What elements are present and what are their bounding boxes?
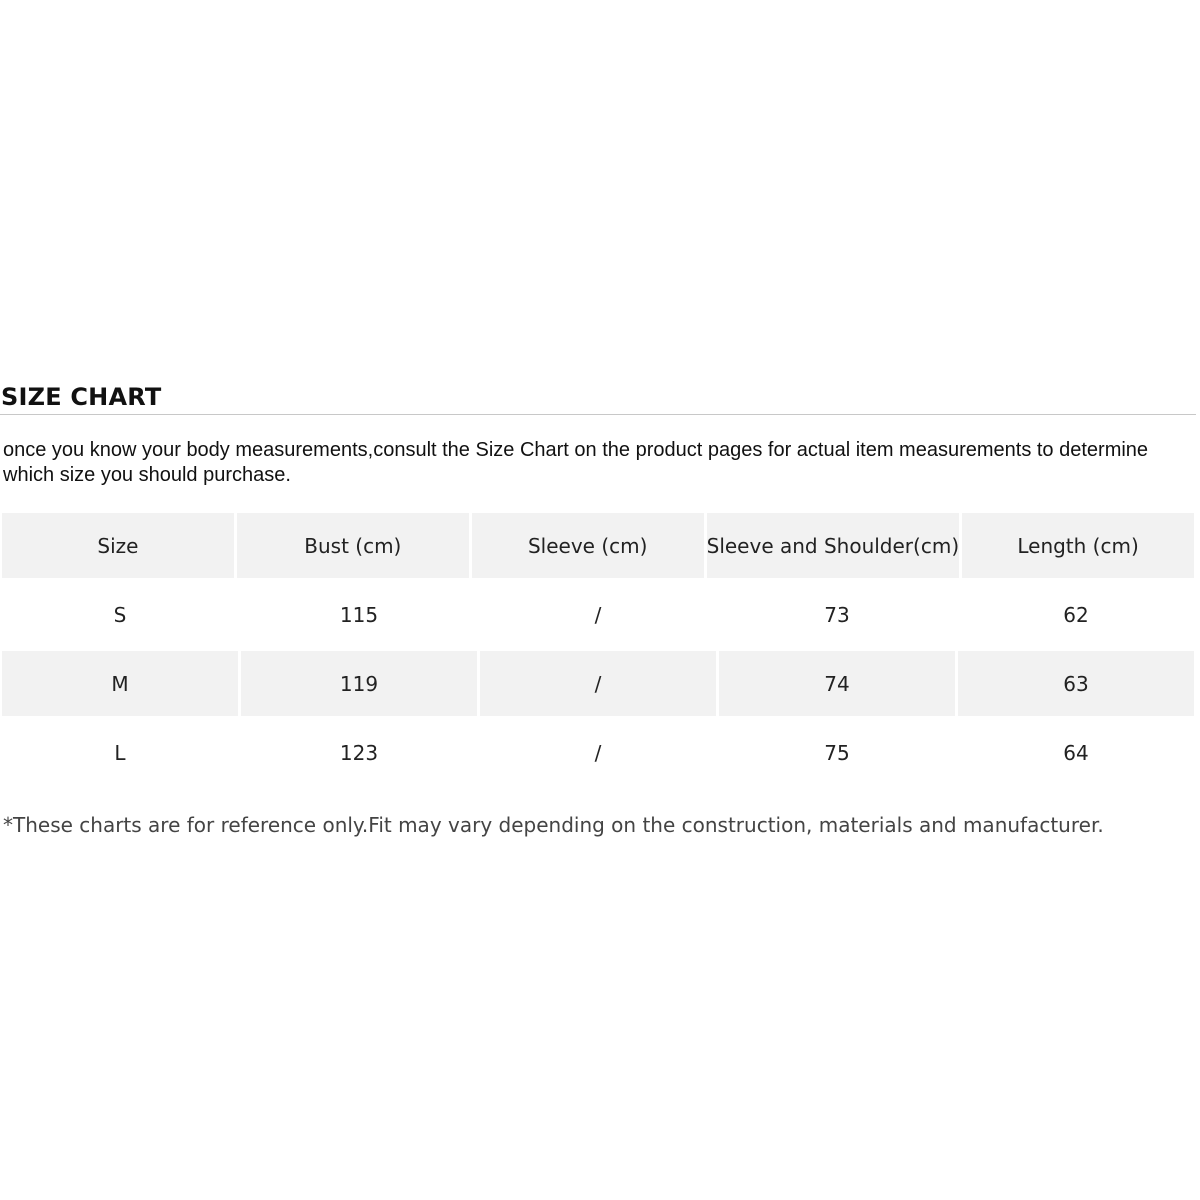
cell-size: L — [114, 741, 126, 765]
table-row — [2, 720, 1194, 786]
intro-text: once you know your body measurements,consult the Size Chart on the product pages for actual item measurements to determine which size you should purchase. — [3, 439, 1149, 486]
header-size: Size — [2, 513, 234, 578]
header-length: Length (cm) — [962, 513, 1194, 578]
cell-sleeve: / — [480, 651, 716, 716]
table-row — [2, 582, 1194, 647]
cell-sleeve: / — [594, 602, 602, 627]
cell-bust: 119 — [241, 651, 477, 716]
cell-size: S — [113, 602, 127, 627]
cell-sleeve-and-shoulder: 73 — [824, 602, 850, 627]
table-row — [2, 651, 1194, 716]
header-sleeve: Sleeve (cm) — [472, 513, 704, 578]
cell-length: 62 — [1063, 602, 1089, 627]
cell-sleeve-and-shoulder: 74 — [719, 651, 955, 716]
cell-bust: 123 — [339, 741, 379, 765]
cell-sleeve-and-shoulder: 75 — [824, 741, 850, 765]
page-title: SIZE CHART — [1, 383, 162, 411]
header-sleeve-and-shoulder: Sleeve and Shoulder(cm) — [707, 513, 960, 578]
cell-length: 64 — [1063, 741, 1089, 765]
cell-bust: 115 — [339, 602, 379, 627]
cell-size: M — [2, 651, 238, 716]
cell-sleeve: / — [594, 741, 602, 765]
footnote: *These charts are for reference only.Fit may vary depending on the construction, materials and manufacturer. — [3, 813, 1104, 837]
cell-length: 63 — [958, 651, 1194, 716]
header-bust: Bust (cm) — [237, 513, 469, 578]
table-header-row — [2, 513, 1194, 578]
size-table — [2, 513, 1194, 786]
title-divider — [0, 414, 1196, 415]
